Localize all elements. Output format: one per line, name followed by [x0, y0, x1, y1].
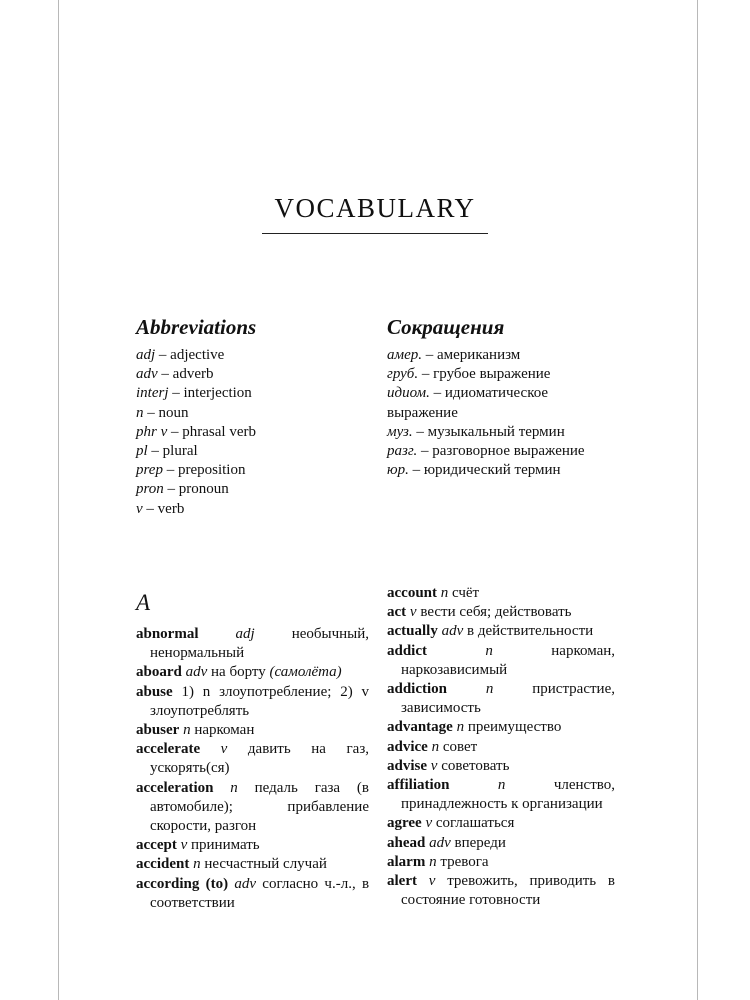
entry-headword: affiliation	[387, 777, 450, 794]
vocabulary-entry	[387, 680, 615, 718]
abbreviation-item: разг. – разговорное выражение	[387, 443, 585, 460]
abbreviation-term: adj	[136, 347, 156, 363]
page-title: VOCABULARY	[274, 193, 476, 223]
abbreviation-item: adj – adjective	[136, 347, 225, 363]
entry-translation: на борту	[211, 664, 266, 681]
abbreviation-meaning: юридический термин	[423, 462, 561, 479]
entry-translation: соглашаться	[435, 815, 515, 832]
abbreviation-term: v	[136, 500, 143, 517]
vocabulary-entry	[387, 814, 615, 833]
entry-part-of-speech: adv	[185, 664, 208, 681]
abbreviation-meaning: американизм	[436, 347, 521, 363]
entry-note: (самолёта)	[269, 664, 342, 681]
entry-part-of-speech: v	[428, 873, 436, 890]
abbreviation-item: груб. – грубое выражение	[387, 366, 551, 383]
page-edge-left	[58, 0, 59, 1000]
abbreviation-item: pron – pronoun	[136, 481, 229, 498]
entry-part-of-speech: n	[230, 779, 238, 796]
abbreviation-item: идиом. – идиоматическое выражение	[387, 385, 549, 421]
abbreviation-meaning: verb	[157, 500, 185, 517]
entry-part-of-speech: n	[485, 642, 493, 659]
entry-translation: вести себя; действовать	[420, 604, 572, 621]
abbreviation-term: груб.	[387, 366, 419, 383]
vocabulary-entry	[136, 779, 369, 837]
entry-translation: совет	[442, 738, 478, 755]
entry-translation: необычный, ненормальный	[150, 626, 370, 662]
entry-headword: acceleration	[136, 779, 214, 796]
entry-headword: accelerate	[136, 741, 201, 758]
vocabulary-entry	[387, 738, 615, 757]
entry-headword: act	[387, 604, 407, 621]
vocabulary-entry	[387, 622, 615, 641]
entry-translation: 1) n злоупотребление; 2) v злоупотреблять	[150, 683, 369, 719]
entry-translation: наркоман	[194, 722, 255, 739]
entry-translation: впереди	[454, 834, 506, 851]
abbreviation-meaning: pronoun	[178, 481, 229, 498]
vocabulary-left-column	[136, 589, 369, 913]
abbreviation-term: идиом.	[387, 385, 430, 402]
entry-part-of-speech: v	[409, 604, 417, 621]
entry-headword: advise	[387, 757, 428, 774]
entry-headword: agree	[387, 815, 422, 832]
page-edge-right	[697, 0, 698, 1000]
entry-headword: alarm	[387, 853, 426, 870]
abbreviation-meaning: грубое выражение	[433, 366, 551, 383]
abbreviations-en-section	[136, 314, 369, 519]
vocabulary-entry	[136, 875, 369, 913]
entry-translation: давить на газ, ускорять(ся)	[150, 741, 369, 777]
vocabulary-entry	[136, 663, 369, 682]
abbreviations-en-heading: Abbreviations	[136, 315, 257, 339]
entry-translation: преимущество	[467, 719, 562, 736]
abbreviation-term: interj	[136, 385, 169, 402]
entry-part-of-speech: n	[183, 722, 191, 739]
entry-translation: несчастный случай	[204, 856, 327, 873]
abbreviation-term: муз.	[387, 423, 413, 440]
vocabulary-entry	[136, 625, 369, 663]
vocabulary-entry	[387, 642, 615, 680]
vocabulary-entry	[136, 740, 369, 778]
vocabulary-entry	[387, 584, 615, 603]
entry-part-of-speech: adv	[234, 875, 257, 892]
abbreviation-term: adv	[136, 366, 158, 383]
entries-right-list	[387, 584, 615, 910]
entry-translation: членство, принадлежность к организации	[401, 777, 616, 813]
vocabulary-entry	[136, 855, 369, 874]
abbreviation-meaning: разговорное выражение	[432, 443, 585, 460]
section-letter: A	[136, 590, 151, 615]
entry-translation: пристрастие, зависимость	[401, 681, 615, 717]
abbreviations-ru-section	[387, 314, 615, 480]
abbreviation-meaning: interjection	[183, 385, 252, 402]
entry-headword: according (to)	[136, 875, 229, 892]
vocabulary-entry	[387, 718, 615, 737]
title-underline	[262, 233, 488, 234]
entry-part-of-speech: n	[485, 681, 494, 698]
abbreviation-meaning: adverb	[172, 366, 214, 383]
entry-part-of-speech: adj	[235, 626, 255, 642]
vocabulary-right-column	[387, 584, 615, 910]
abbreviation-item: prep – preposition	[136, 462, 246, 479]
abbreviation-meaning: plural	[162, 443, 198, 460]
entry-translation: счёт	[452, 585, 480, 601]
entry-part-of-speech: n	[193, 856, 201, 873]
abbreviation-term: юр.	[387, 462, 409, 479]
vocabulary-entry	[387, 853, 615, 872]
entry-part-of-speech: adv	[441, 623, 464, 640]
entries-left-list	[136, 625, 369, 913]
vocabulary-entry	[136, 721, 369, 740]
entry-translation: педаль газа (в автомобиле); прибавление скорости, разгон	[150, 779, 369, 835]
abbreviation-item: муз. – музыкальный термин	[387, 423, 565, 440]
entry-headword: ahead	[387, 834, 426, 851]
abbreviation-meaning: музыкальный термин	[427, 423, 565, 440]
entry-part-of-speech: n	[497, 777, 506, 794]
entry-translation: принимать	[190, 837, 260, 854]
abbreviation-term: pl	[136, 443, 148, 460]
abbreviation-term: амер.	[387, 347, 422, 363]
vocabulary-entry	[387, 872, 615, 910]
abbreviation-item: phr v – phrasal verb	[136, 423, 256, 440]
entry-part-of-speech: v	[220, 741, 228, 758]
entry-headword: abnormal	[136, 626, 199, 642]
abbreviation-term: n	[136, 404, 144, 421]
entry-headword: advantage	[387, 719, 453, 736]
vocabulary-entry	[387, 776, 615, 814]
abbreviation-term: pron	[136, 481, 164, 498]
entry-part-of-speech: n	[431, 738, 440, 755]
entry-translation: наркоман, наркозависимый	[401, 642, 616, 678]
entry-headword: addict	[387, 642, 428, 659]
entry-part-of-speech: n	[456, 719, 465, 736]
entry-part-of-speech: n	[440, 585, 449, 601]
entry-translation: согласно ч.-л., в соответствии	[150, 875, 370, 911]
abbreviation-item: adv – adverb	[136, 366, 214, 383]
entry-headword: alert	[387, 873, 417, 890]
abbreviation-meaning: идиоматическое выражение	[387, 385, 549, 421]
abbreviation-term: phr v	[136, 423, 168, 440]
entry-translation: советовать	[441, 757, 510, 774]
entry-headword: addiction	[387, 681, 448, 698]
abbreviation-meaning: preposition	[177, 462, 246, 479]
entry-headword: account	[387, 585, 437, 601]
entry-headword: accept	[136, 837, 177, 854]
vocabulary-entry	[387, 834, 615, 853]
entry-part-of-speech: adv	[429, 834, 451, 851]
entry-headword: abuse	[136, 683, 173, 700]
abbreviation-item: n – noun	[136, 404, 189, 421]
entry-headword: actually	[387, 623, 438, 640]
abbreviation-meaning: adjective	[170, 347, 225, 363]
vocabulary-entry	[136, 683, 369, 721]
abbreviation-item: interj – interjection	[136, 385, 252, 402]
entry-headword: abuser	[136, 722, 180, 739]
abbreviation-meaning: phrasal verb	[182, 423, 256, 440]
abbreviation-item: v – verb	[136, 500, 185, 517]
abbreviation-item: pl – plural	[136, 443, 198, 460]
vocabulary-entry	[387, 603, 615, 622]
entry-translation: тревожить, приводить в состояние готовности	[401, 873, 615, 909]
entry-part-of-speech: v	[425, 815, 433, 832]
abbreviations-ru-heading: Сокращения	[387, 315, 505, 339]
abbreviation-meaning: noun	[158, 404, 189, 421]
entry-translation: тревога	[440, 853, 489, 870]
vocabulary-entry	[387, 757, 615, 776]
entry-headword: accident	[136, 856, 190, 873]
abbreviations-en-list	[136, 346, 369, 519]
entry-part-of-speech: v	[180, 837, 188, 854]
abbreviation-term: prep	[136, 462, 163, 479]
vocabulary-entry	[136, 836, 369, 855]
abbreviation-item: юр. – юридический термин	[387, 462, 561, 479]
entry-headword: aboard	[136, 664, 182, 681]
entry-headword: advice	[387, 738, 428, 755]
entry-part-of-speech: n	[429, 853, 437, 870]
abbreviation-item: амер. – американизм	[387, 347, 521, 363]
abbreviation-term: разг.	[387, 443, 418, 460]
entry-translation: в действительности	[467, 623, 594, 640]
abbreviations-ru-list	[387, 346, 615, 480]
entry-part-of-speech: v	[430, 757, 438, 774]
